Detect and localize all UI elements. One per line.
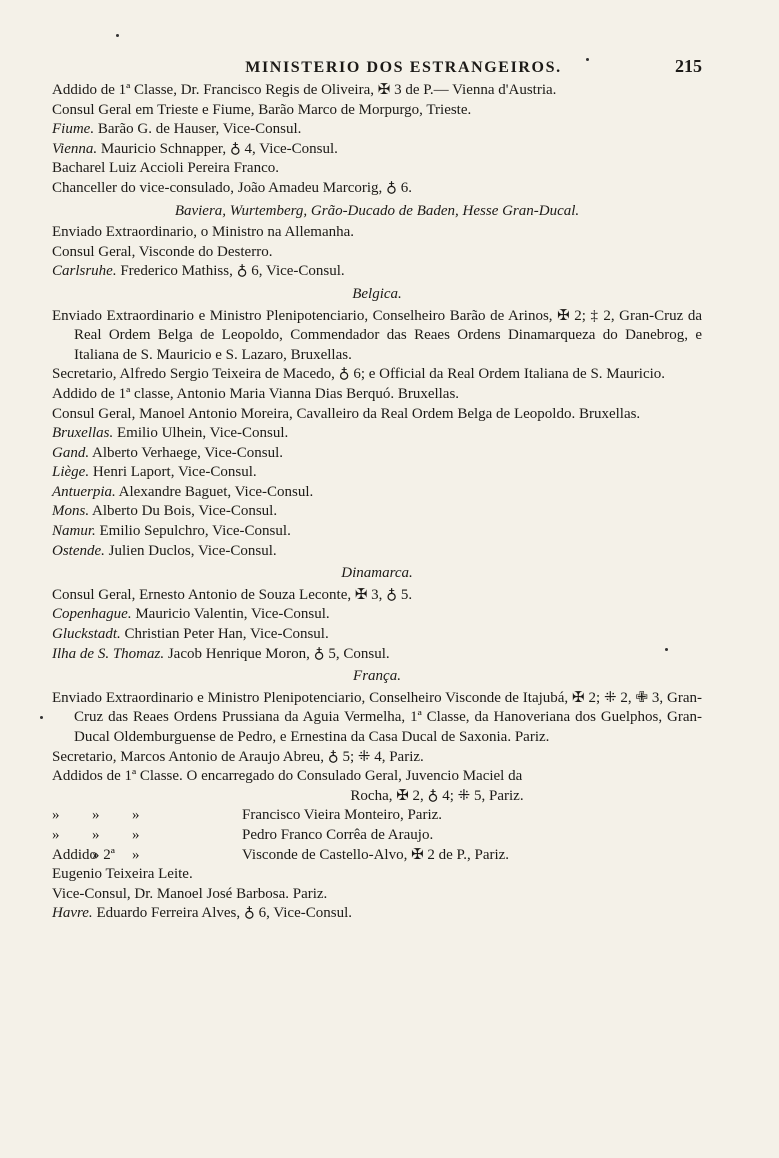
entry-text: Alberto Verhaege, Vice-Consul. — [89, 444, 284, 461]
place-name: Ostende. — [52, 542, 105, 559]
place-name: Liège. — [52, 464, 90, 481]
ditto-mark: » — [132, 846, 140, 863]
dinamarca-line-1: Consul Geral, Ernesto Antonio de Souza Leconte, ✠ 3, ♁ 5. — [52, 586, 413, 603]
entry-text: Emilio Sepulchro, Vice-Consul. — [95, 523, 291, 540]
ditto-mark: » 2ª — [92, 846, 115, 863]
section-heading-baviera: Baviera, Wurtemberg, Grão-Ducado de Baden, Hesse Gran-Ducal. — [174, 202, 580, 219]
place-name: Copenhague. — [52, 606, 132, 623]
austria-line-3 — [52, 120, 702, 140]
section-heading-dinamarca: Dinamarca. — [341, 565, 413, 582]
dinamarca-line-3 — [52, 625, 702, 645]
austria-line-5: Bacharel Luiz Accioli Pereira Franco. — [52, 160, 279, 177]
baviera-line-2: Consul Geral, Visconde do Desterro. — [52, 243, 273, 260]
entry-text: Alberto Du Bois, Vice-Consul. — [89, 503, 278, 520]
ditto-row-3 — [52, 846, 702, 866]
place-name: Namur. — [52, 523, 96, 540]
ditto-row-1 — [52, 806, 702, 826]
belgica-line-6 — [52, 522, 702, 542]
belgica-line-1 — [52, 424, 702, 444]
franca-line-2: Vice-Consul, Dr. Manoel José Barbosa. Pariz. — [52, 885, 328, 902]
section-heading-franca: França. — [353, 668, 401, 685]
dinamarca-line-2 — [52, 605, 702, 625]
belgica-para-2: Secretario, Alfredo Sergio Teixeira de Macedo, ♁ 6; e Official da Real Ordem Italiana de S. Mauricio. — [52, 366, 666, 383]
entry-text: Pedro Franco Corrêa de Araujo. — [242, 826, 434, 843]
print-speck — [665, 648, 668, 651]
place-name: Havre. — [52, 905, 93, 922]
austria-line-6: Chanceller do vice-consulado, João Amadeu Marcorig, ♁ 6. — [52, 179, 413, 196]
place-name: Mons. — [52, 503, 90, 520]
franca-addidos-line: Addidos de 1ª Classe. O encarregado do Consulado Geral, Juvencio Maciel da — [52, 768, 523, 785]
austria-line-2: Consul Geral em Trieste e Fiume, Barão Marco de Morpurgo, Trieste. — [52, 101, 472, 118]
section-heading-belgica: Belgica. — [352, 285, 402, 302]
place-name: Bruxellas. — [52, 425, 114, 442]
entry-text: Jacob Henrique Moron, ♁ 5, Consul. — [164, 645, 390, 662]
entry-text: Alexandre Baguet, Vice-Consul. — [115, 483, 314, 500]
print-speck — [40, 716, 43, 719]
place-name: Gand. — [52, 444, 90, 461]
belgica-para-4: Consul Geral, Manoel Antonio Moreira, Cavalleiro da Real Ordem Belga de Leopoldo. Bruxellas. — [52, 405, 641, 422]
austria-line-4 — [52, 140, 702, 160]
entry-text: Mauricio Valentin, Vice-Consul. — [131, 606, 330, 623]
ditto-row-2 — [52, 826, 702, 846]
entry-text: Frederico Mathiss, ♁ 6, Vice-Consul. — [116, 263, 345, 280]
entry-text: Visconde de Castello-Alvo, ✠ 2 de P., Pariz. — [242, 846, 510, 863]
running-title: MINISTERIO DOS ESTRANGEIROS. — [245, 59, 562, 76]
franca-line-1: Eugenio Teixeira Leite. — [52, 866, 193, 883]
print-speck — [116, 34, 119, 37]
entry-text: Eduardo Ferreira Alves, ♁ 6, Vice-Consul. — [92, 905, 353, 922]
baviera-line-3 — [52, 262, 702, 282]
ditto-mark: » — [52, 807, 60, 824]
belgica-line-3 — [52, 463, 702, 483]
entry-text: Henri Laport, Vice-Consul. — [89, 464, 257, 481]
place-name: Vienna. — [52, 140, 98, 157]
belgica-line-4 — [52, 483, 702, 503]
dinamarca-line-4 — [52, 645, 702, 665]
place-name: Ilha de S. Thomaz. — [52, 645, 165, 662]
franca-para-1: Enviado Extraordinario e Ministro Plenipotenciario, Conselheiro Visconde de Itajubá, ✠ 2; ⁜ 2, ✙ 3, Gran-Cruz das Reaes Ordens Prussiana da Aguia Vermelha, 1ª Classe, da Hanoveriana dos Guelphos, Gran-Ducal Oldemburguense de Pedro, e Ernestina da Casa Ducal de Saxonia. Pariz. — [52, 689, 702, 745]
place-name: Gluckstadt. — [52, 626, 121, 643]
belgica-line-2 — [52, 444, 702, 464]
belgica-line-7 — [52, 542, 702, 562]
place-name: Antuerpia. — [52, 483, 116, 500]
page-header — [52, 56, 702, 77]
ditto-mark: » — [132, 807, 140, 824]
entry-text: Christian Peter Han, Vice-Consul. — [120, 626, 329, 643]
belgica-para-1: Enviado Extraordinario e Ministro Plenipotenciario, Conselheiro Barão de Arinos, ✠ 2; ‡ 2, Gran-Cruz da Real Ordem Belga de Leopoldo, Commendador das Reaes Ordens Dinamarqueza do Danebrog, e Italiana de S. Mauricio e S. Lazaro, Bruxellas. — [52, 307, 702, 363]
entry-text: Julien Duclos, Vice-Consul. — [104, 542, 277, 559]
austria-line-1: Addido de 1ª Classe, Dr. Francisco Regis de Oliveira, ✠ 3 de P.— Vienna d'Austria. — [52, 82, 557, 98]
print-speck — [586, 58, 589, 61]
franca-para-2: Secretario, Marcos Antonio de Araujo Abreu, ♁ 5; ⁜ 4, Pariz. — [52, 748, 424, 765]
addido-label: Addido — [52, 846, 97, 863]
entry-text: Barão G. de Hauser, Vice-Consul. — [94, 121, 302, 138]
franca-line-3 — [52, 904, 702, 924]
franca-addidos-name: Rocha, ✠ 2, ♁ 4; ⁜ 5, Pariz. — [350, 787, 524, 804]
entry-text: Emilio Ulhein, Vice-Consul. — [113, 425, 289, 442]
page-number: 215 — [675, 56, 702, 76]
belgica-line-5 — [52, 502, 702, 522]
baviera-line-1: Enviado Extraordinario, o Ministro na Allemanha. — [52, 224, 355, 241]
belgica-para-3: Addido de 1ª classe, Antonio Maria Vianna Dias Berquó. Bruxellas. — [52, 385, 460, 402]
document-page — [52, 56, 702, 924]
place-name: Carlsruhe. — [52, 263, 117, 280]
ditto-mark: » — [132, 826, 140, 843]
ditto-mark: » — [52, 826, 60, 843]
entry-text: Francisco Vieira Monteiro, Pariz. — [242, 807, 443, 824]
ditto-mark: » — [92, 826, 100, 843]
ditto-mark: » — [92, 807, 100, 824]
place-name: Fiume. — [52, 121, 95, 138]
entry-text: Mauricio Schnapper, ♁ 4, Vice-Consul. — [97, 140, 338, 157]
